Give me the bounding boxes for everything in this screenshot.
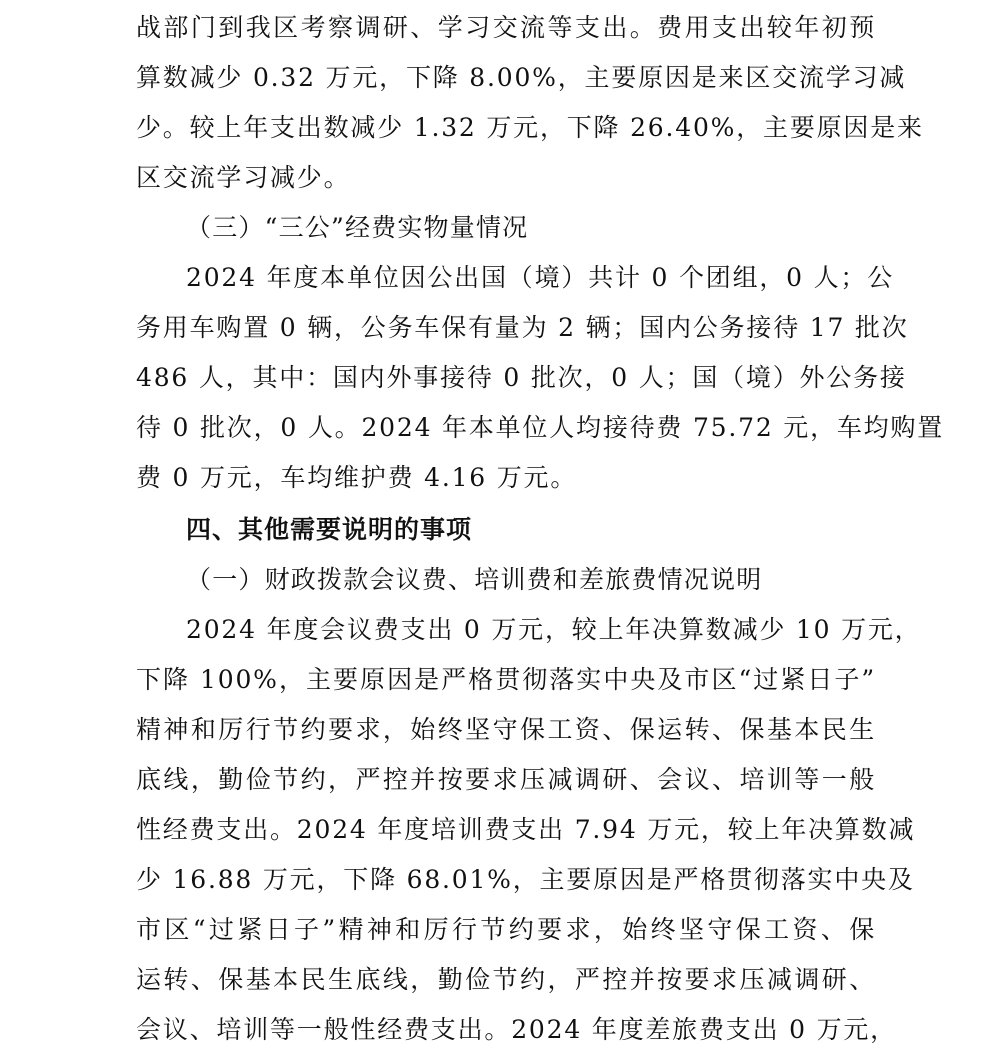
paragraph-line: 待 0 批次，0 人。2024 年本单位人均接待费 75.72 元，车均购置 bbox=[136, 413, 945, 442]
paragraph-line: 运转、保基本民生底线，勤俭节约，严控并按要求压减调研、 bbox=[136, 965, 876, 994]
section-subheading: （一）财政拨款会议费、培训费和差旅费情况说明 bbox=[186, 565, 763, 594]
paragraph-line: 2024 年度本单位因公出国（境）共计 0 个团组，0 人；公 bbox=[186, 263, 895, 292]
paragraph-line: 下降 100%，主要原因是严格贯彻落实中央及市区“过紧日子” bbox=[136, 665, 876, 694]
paragraph-line: 2024 年度会议费支出 0 万元，较上年决算数减少 10 万元， bbox=[186, 615, 922, 644]
paragraph-line: 底线，勤俭节约，严控并按要求压减调研、会议、培训等一般 bbox=[136, 765, 876, 794]
paragraph-line: 战部门到我区考察调研、学习交流等支出。费用支出较年初预 bbox=[136, 13, 876, 42]
paragraph-line: 市区“过紧日子”精神和厉行节约要求，始终坚守保工资、保 bbox=[136, 915, 876, 944]
paragraph-line: 精神和厉行节约要求，始终坚守保工资、保运转、保基本民生 bbox=[136, 715, 876, 744]
paragraph-line: 会议、培训等一般性经费支出。2024 年度差旅费支出 0 万元， bbox=[136, 1015, 897, 1044]
paragraph-line: 性经费支出。2024 年度培训费支出 7.94 万元，较上年决算数减 bbox=[136, 815, 916, 844]
section-subheading: （三）“三公”经费实物量情况 bbox=[186, 213, 529, 242]
paragraph-line: 486 人，其中：国内外事接待 0 批次，0 人；国（境）外公务接 bbox=[136, 363, 907, 392]
paragraph-line: 费 0 万元，车均维护费 4.16 万元。 bbox=[136, 463, 578, 492]
paragraph-line: 算数减少 0.32 万元，下降 8.00%，主要原因是来区交流学习减 bbox=[136, 63, 907, 92]
section-heading: 四、其他需要说明的事项 bbox=[186, 515, 473, 544]
paragraph-line: 少。较上年支出数减少 1.32 万元，下降 26.40%，主要原因是来 bbox=[136, 113, 924, 142]
paragraph-line: 务用车购置 0 辆，公务车保有量为 2 辆；国内公务接待 17 批次 bbox=[136, 313, 909, 342]
paragraph-line: 区交流学习减少。 bbox=[136, 163, 351, 192]
paragraph-line: 少 16.88 万元，下降 68.01%，主要原因是严格贯彻落实中央及 bbox=[136, 865, 915, 894]
